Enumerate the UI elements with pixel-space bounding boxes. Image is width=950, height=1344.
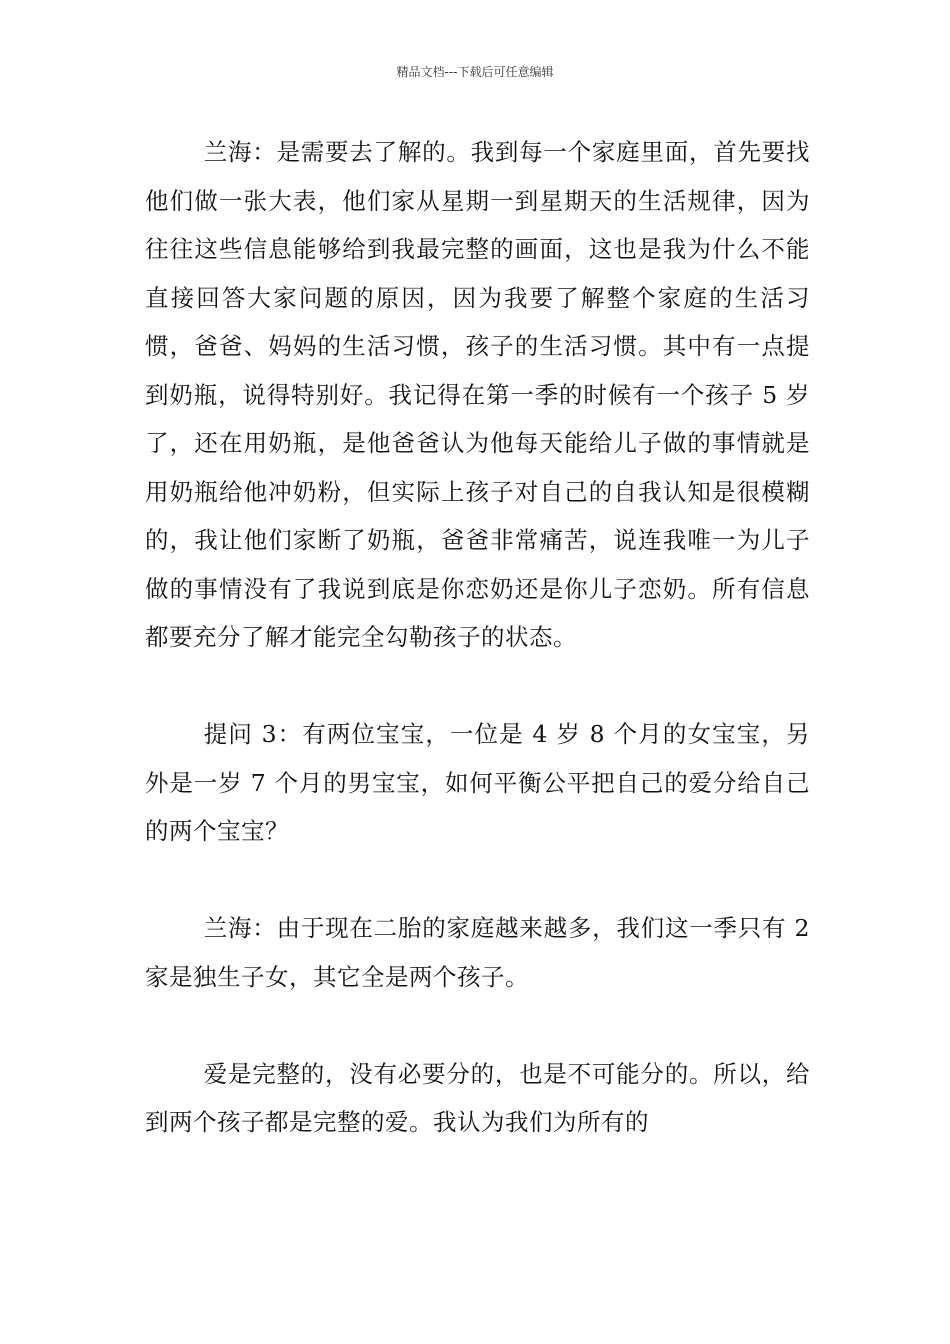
paragraph-question-3: 提问 3：有两位宝宝，一位是 4 岁 8 个月的女宝宝，另外是一岁 7 个月的男宝宝，如何平衡公平把自己的爱分给自己的两个宝宝？	[145, 720, 810, 845]
paragraph-gap	[145, 662, 810, 711]
paragraph-answer-2: 兰海：由于现在二胎的家庭越来越多，我们这一季只有 2 家是独生子女，其它全是两个孩子。	[145, 914, 810, 991]
page-header: 精品文档---下载后可任意编辑	[396, 65, 554, 79]
paragraph-answer-1: 兰海：是需要去了解的。我到每一个家庭里面，首先要找他们做一张大表，他们家从星期一到星期天的生活规律，因为往往这些信息能够给到我最完整的画面，这也是我为什么不能直接回答大家问题的原因，因为我要了解整个家庭的生活习惯，爸爸、妈妈的生活习惯，孩子的生活习惯。其中有一点提到奶瓶，说得特别好。我记得在第一季的时候有一个孩子 5 岁了，还在用奶瓶，是他爸爸认为他每天能给儿子做的事情就是用奶瓶给他冲奶粉，但实际上孩子对自己的自我认知是很模糊的，我让他们家断了奶瓶，爸爸非常痛苦，说连我唯一为儿子做的事情没有了我说到底是你恋奶还是你儿子恋奶。所有信息都要充分了解才能完全勾勒孩子的状态。	[145, 138, 810, 651]
paragraph-answer-3: 爱是完整的，没有必要分的，也是不可能分的。所以，给到两个孩子都是完整的爱。我认为我们为所有的	[145, 1059, 810, 1136]
paragraph-gap	[145, 856, 810, 905]
paragraph-gap	[145, 1001, 810, 1050]
document-body	[145, 128, 810, 1147]
